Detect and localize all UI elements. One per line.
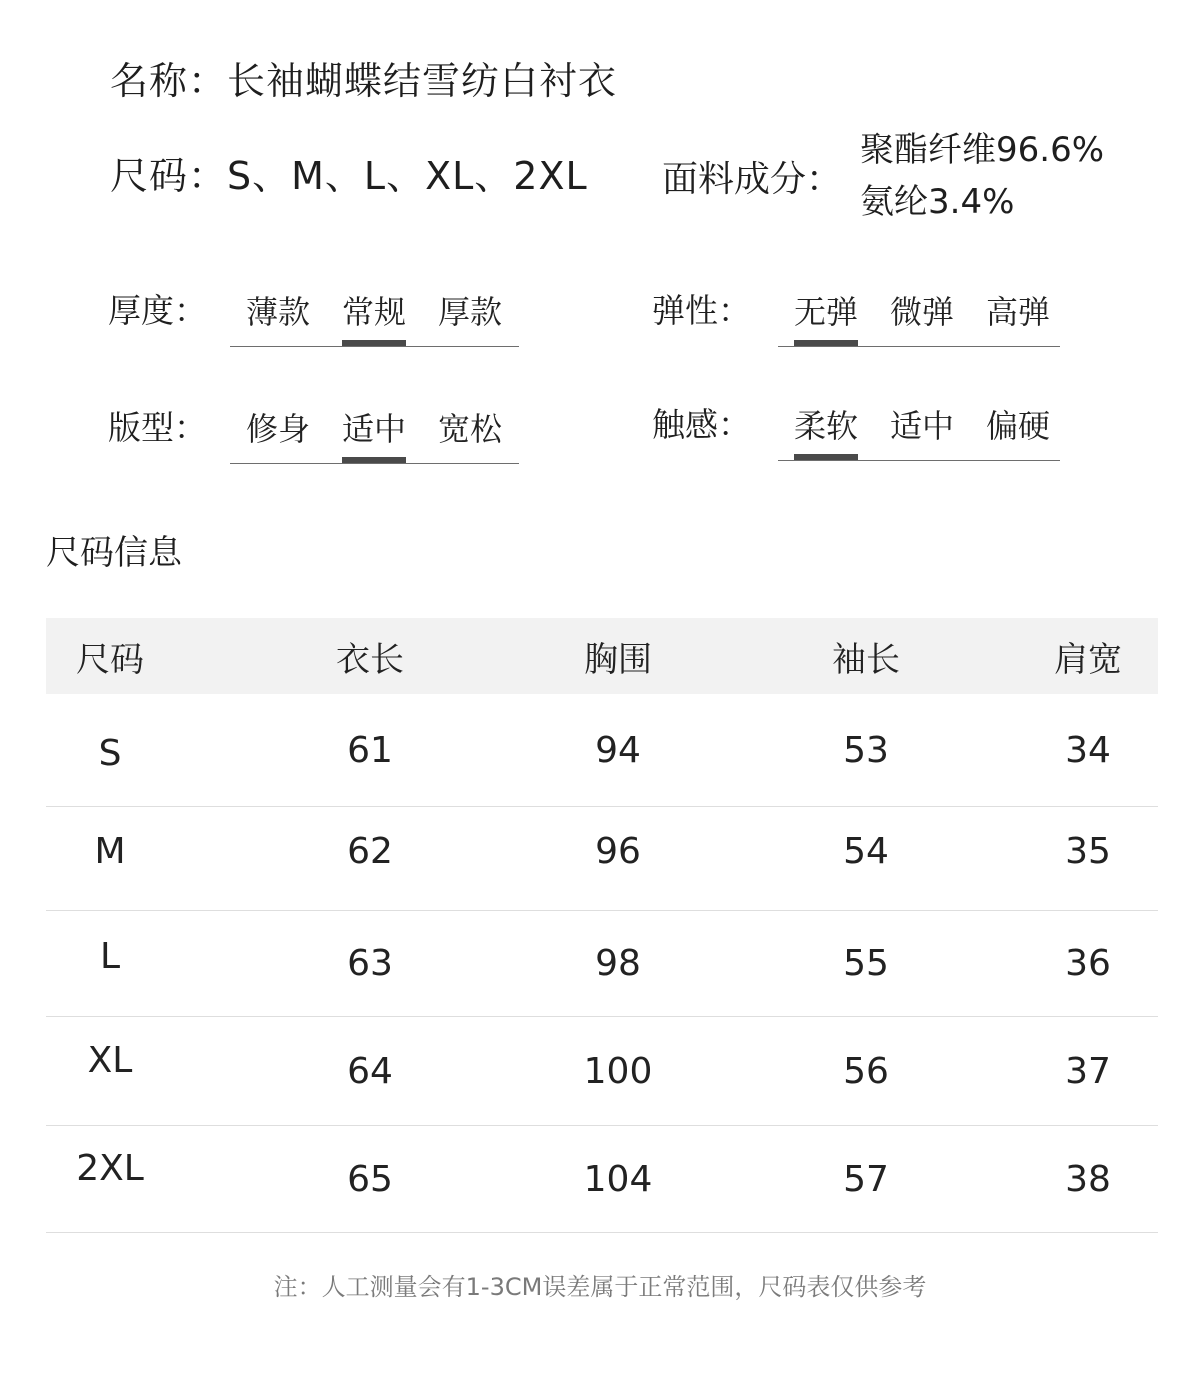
table-row (46, 1126, 1158, 1233)
table-row (46, 694, 1158, 807)
cell-size: 2XL (76, 1147, 144, 1189)
elasticity-options (778, 290, 1060, 347)
header-size: 尺码 (76, 639, 144, 680)
cell-size: L (99, 936, 121, 977)
cell-sleeve: 56 (843, 1050, 889, 1092)
cell-length: 62 (347, 831, 393, 872)
fit-option-loose: 宽松 (437, 410, 502, 448)
thickness-options (230, 290, 519, 347)
thickness-label: 厚度： (108, 291, 207, 330)
cell-length: 64 (347, 1050, 393, 1092)
fit-label: 版型： (108, 408, 207, 447)
fit-option-slim: 修身 (245, 410, 310, 448)
cell-sleeve: 54 (843, 831, 889, 872)
cell-shoulder: 36 (1065, 943, 1111, 984)
header-chest: 胸围 (584, 639, 652, 680)
elasticity-label: 弹性： (652, 291, 751, 330)
cell-sleeve: 55 (843, 943, 889, 984)
header-sleeve: 袖长 (832, 639, 900, 680)
cell-length: 65 (347, 1158, 393, 1200)
cell-sleeve: 53 (843, 729, 889, 771)
cell-size: XL (87, 1039, 133, 1081)
cell-chest: 96 (595, 831, 641, 872)
elasticity-option-slight: 微弹 (889, 293, 954, 331)
measurement-note: 注：人工测量会有1-3CM误差属于正常范围，尺码表仅供参考 (273, 1273, 927, 1301)
thickness-option-regular: 常规 (326, 296, 422, 328)
table-row (46, 1017, 1158, 1126)
header-length: 衣长 (336, 639, 404, 680)
cell-chest: 94 (595, 729, 641, 771)
cell-shoulder: 37 (1065, 1050, 1111, 1092)
cell-chest: 104 (583, 1158, 653, 1200)
cell-shoulder: 34 (1065, 729, 1111, 771)
table-row (46, 911, 1158, 1017)
cell-chest: 100 (583, 1050, 653, 1092)
thickness-option-thin: 薄款 (245, 293, 310, 331)
feel-options (778, 404, 1060, 461)
size-list: 尺码：S、M、L、XL、2XL (110, 154, 588, 198)
thickness-option-thick: 厚款 (437, 293, 502, 331)
cell-sleeve: 57 (843, 1158, 889, 1200)
composition-label: 面料成分： (662, 159, 843, 200)
table-row (46, 807, 1158, 911)
cell-size: S (98, 732, 122, 774)
size-info-title: 尺码信息 (46, 533, 182, 573)
cell-length: 61 (347, 729, 393, 771)
fit-options (230, 407, 519, 464)
elasticity-option-none: 无弹 (778, 296, 874, 328)
feel-label: 触感： (652, 405, 751, 444)
feel-option-soft: 柔软 (778, 410, 874, 442)
cell-size: M (94, 831, 126, 872)
size-table (46, 618, 1158, 1233)
feel-option-stiff: 偏硬 (985, 407, 1050, 445)
table-header (46, 618, 1158, 694)
composition-values (860, 124, 1104, 228)
cell-length: 63 (347, 943, 393, 984)
cell-shoulder: 38 (1065, 1158, 1111, 1200)
elasticity-option-high: 高弹 (985, 293, 1050, 331)
fit-option-regular: 适中 (326, 413, 422, 445)
product-name: 名称：长袖蝴蝶结雪纺白衬衣 (110, 59, 618, 103)
header-shoulder: 肩宽 (1054, 639, 1122, 680)
cell-chest: 98 (595, 943, 641, 984)
composition-line-2: 氨纶3.4% (860, 182, 1015, 222)
composition-line-1: 聚酯纤维96.6% (860, 130, 1105, 170)
cell-shoulder: 35 (1065, 831, 1111, 872)
feel-option-medium: 适中 (889, 407, 954, 445)
